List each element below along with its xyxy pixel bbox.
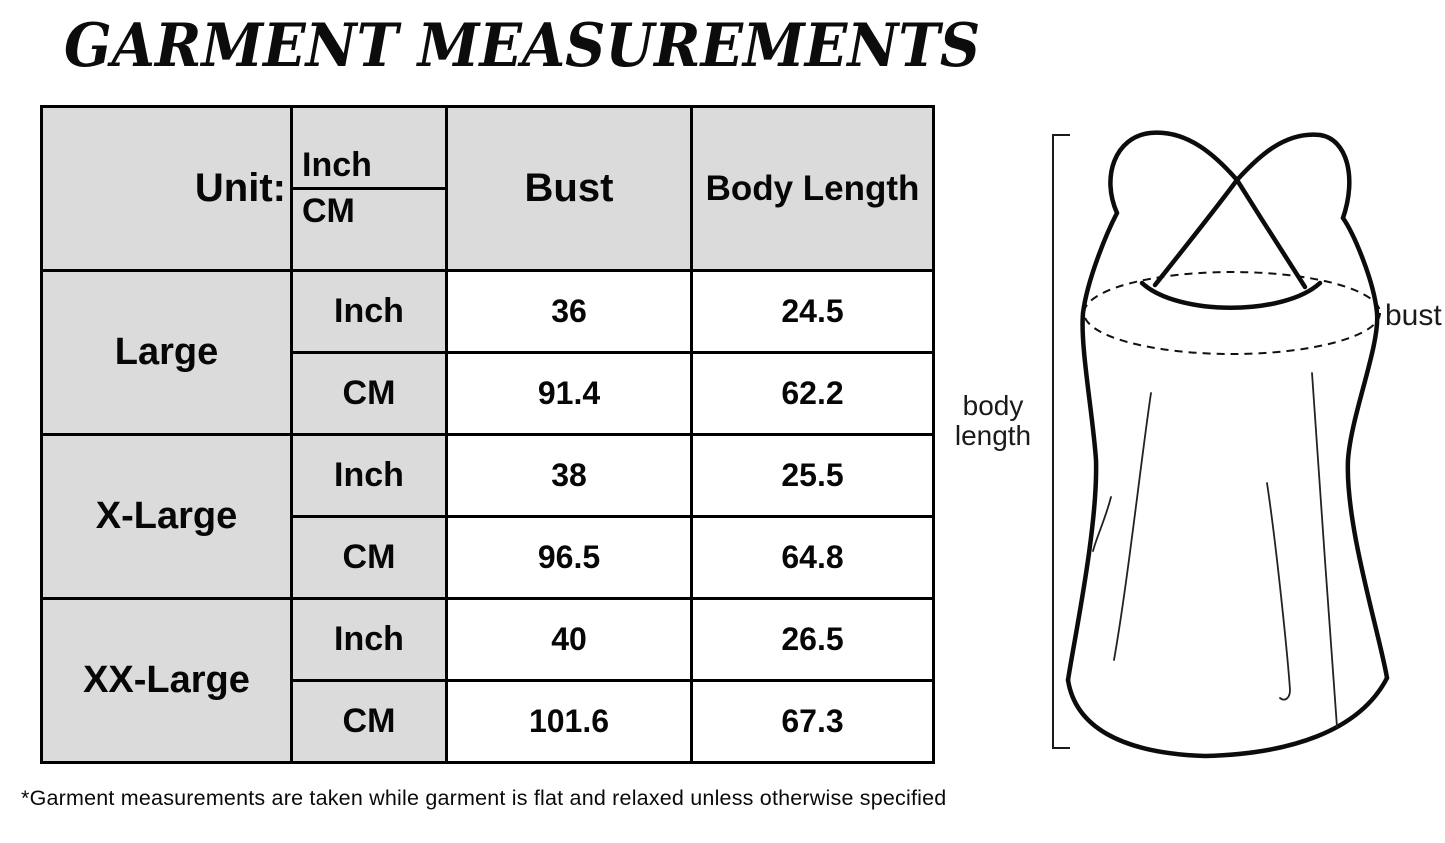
body-length-value: 67.3	[692, 681, 934, 763]
body-length-column-header: Body Length	[692, 107, 934, 271]
size-label-xx-large: XX-Large	[42, 599, 292, 763]
bust-value: 91.4	[447, 353, 692, 435]
table-row	[42, 435, 934, 517]
bust-value: 38	[447, 435, 692, 517]
page-title: GARMENT MEASUREMENTS	[64, 11, 981, 81]
table-row	[42, 599, 934, 681]
table-header-row-top	[42, 107, 934, 189]
garment-measurement-diagram	[945, 95, 1445, 843]
body-length-value: 62.2	[692, 353, 934, 435]
body-length-value: 24.5	[692, 271, 934, 353]
bust-value: 101.6	[447, 681, 692, 763]
bust-column-header: Bust	[447, 107, 692, 271]
body-length-value: 26.5	[692, 599, 934, 681]
unit-header-cell: Unit:	[42, 107, 292, 271]
unit-label: Inch	[292, 599, 447, 681]
bust-label: bust	[1385, 299, 1442, 332]
unit-label: CM	[292, 353, 447, 435]
body-length-value: 64.8	[692, 517, 934, 599]
unit-label: Inch	[292, 271, 447, 353]
footnote: *Garment measurements are taken while garment is flat and relaxed unless otherwise specified	[21, 786, 947, 810]
measurements-table	[40, 105, 935, 764]
unit-label: CM	[292, 517, 447, 599]
size-label-x-large: X-Large	[42, 435, 292, 599]
bust-value: 96.5	[447, 517, 692, 599]
table-row	[42, 271, 934, 353]
bust-value: 36	[447, 271, 692, 353]
unit-header-cm: CM	[292, 189, 447, 271]
unit-label: CM	[292, 681, 447, 763]
bust-value: 40	[447, 599, 692, 681]
garment-outline	[1068, 133, 1387, 756]
fold-lines	[1093, 373, 1337, 727]
body-length-label-line1: body	[962, 390, 1024, 421]
unit-label: Inch	[292, 435, 447, 517]
size-label-large: Large	[42, 271, 292, 435]
bust-line-ellipse	[1084, 272, 1380, 354]
unit-header-inch: Inch	[292, 107, 447, 189]
body-length-bracket-line	[1053, 135, 1069, 748]
body-length-value: 25.5	[692, 435, 934, 517]
body-length-label-line2: length	[954, 420, 1032, 451]
